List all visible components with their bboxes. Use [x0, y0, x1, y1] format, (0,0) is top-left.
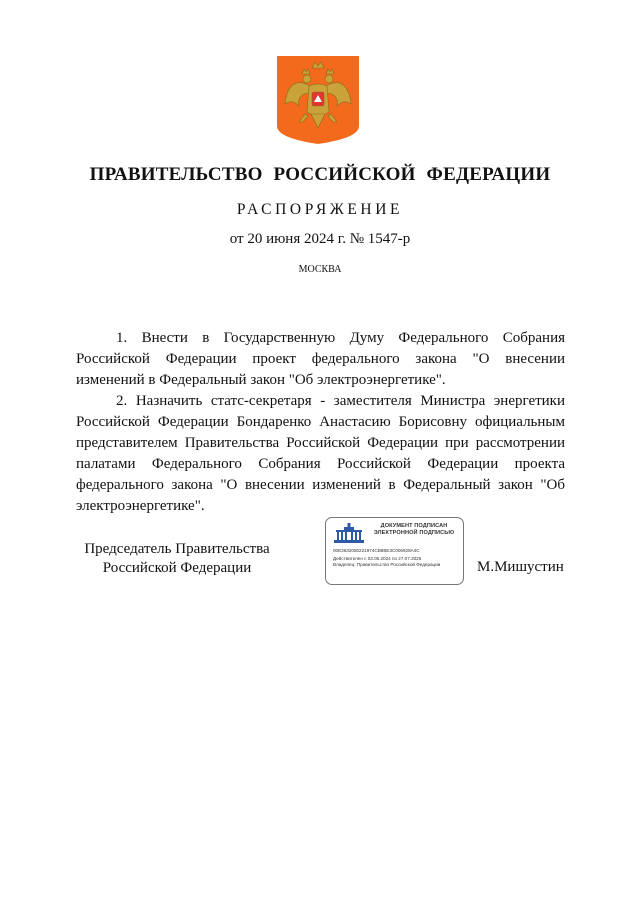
- certificate-owner: Владелец: Правительство Российской Федерации: [333, 562, 441, 567]
- signatory-title-line-2: Российской Федерации: [102, 560, 252, 576]
- electronic-signature-stamp: [325, 517, 464, 585]
- document-type: РАСПОРЯЖЕНИЕ: [236, 201, 404, 218]
- government-building-icon: [334, 523, 364, 543]
- coat-of-arms-icon: [277, 56, 359, 144]
- stamp-heading-line-2: ЭЛЕКТРОННОЙ ПОДПИСЬЮ: [373, 530, 455, 536]
- state-emblem: [277, 56, 359, 144]
- order-item-2: 2. Назначить статс-секретаря - заместителя Министра энергетики Российской Федерации Бондаренко Анастасию Борисовну официальным представителем Правительства Российской Федерации при рассмотрении палатами Федерального Собрания Российской Федерации проекта федерального закона "О внесении изменений в Федеральный закон "Об электроэнергетике".: [76, 393, 565, 514]
- stamp-heading: [370, 523, 458, 537]
- stamp-heading-line-1: ДОКУМЕНТ ПОДПИСАН: [380, 523, 448, 529]
- signatory-title: [72, 540, 282, 578]
- document-date-number: от 20 июня 2024 г. № 1547-р: [229, 231, 411, 247]
- certificate-validity: Действителен с 03.05.2024 по 27.07.2025: [333, 556, 422, 561]
- order-body: [76, 328, 565, 517]
- order-item-1: 1. Внести в Государственную Думу Федерального Собрания Российской Федерации проект федерального закона "О внесении изменений в Федеральный закон "Об электроэнергетике".: [76, 330, 565, 388]
- signatory-name: М.Мишустин: [477, 559, 564, 575]
- government-title: ПРАВИТЕЛЬСТВО РОССИЙСКОЙ ФЕДЕРАЦИИ: [89, 164, 551, 185]
- document-city: МОСКВА: [298, 264, 342, 275]
- signatory-title-line-1: Председатель Правительства: [84, 541, 270, 557]
- certificate-serial: 00E3632080221974CB8BE3C006928A4C: [333, 548, 420, 553]
